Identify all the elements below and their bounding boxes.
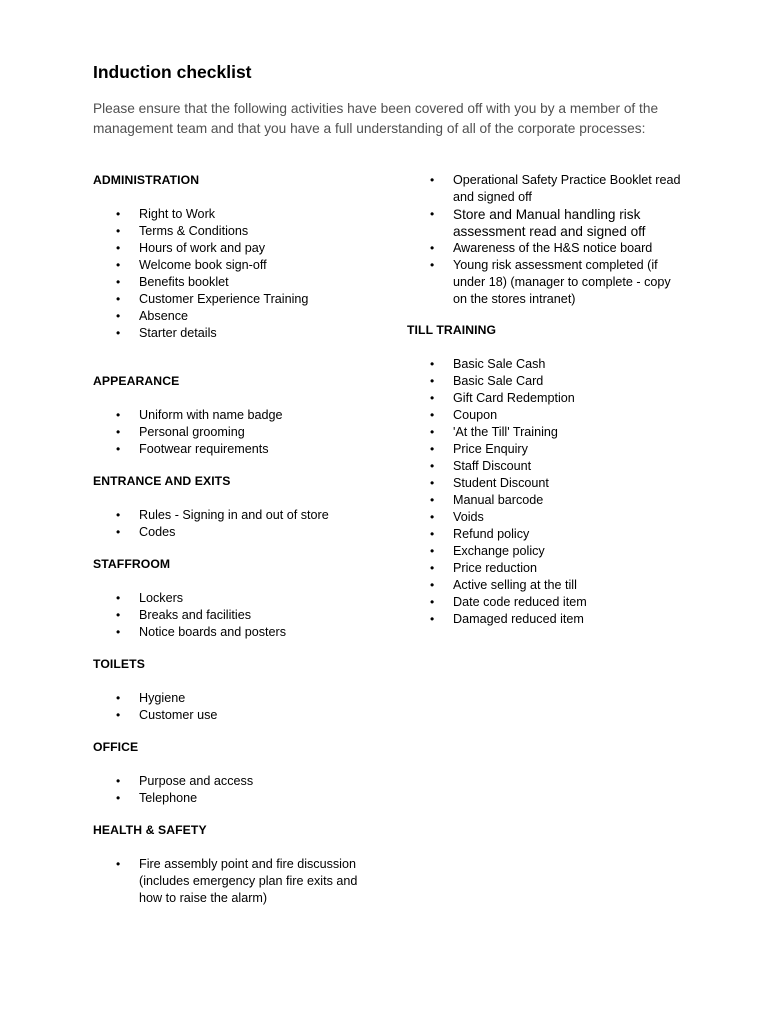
list-item: • Refund policy — [430, 527, 530, 541]
list-item: • Hygiene — [116, 691, 186, 705]
bullet-icon: • — [430, 459, 435, 473]
list-item: • Gift Card Redemption — [430, 391, 575, 405]
bullet-icon: • — [116, 791, 121, 805]
section-entrance-and-exits — [93, 473, 383, 541]
office-list — [93, 773, 383, 807]
list-item: • Manual barcode — [430, 493, 544, 507]
list-item: • Young risk assessment completed (if under 18) (manager to complete - copy on the stores intranet) — [430, 258, 671, 306]
section-heading: TOILETS — [93, 657, 145, 671]
bullet-icon: • — [116, 241, 121, 255]
bullet-icon: • — [116, 224, 121, 238]
list-item: • Active selling at the till — [430, 578, 577, 592]
appearance-list — [93, 407, 383, 458]
section-heading: TILL TRAINING — [407, 323, 497, 337]
list-item: • Right to Work — [116, 207, 216, 221]
bullet-icon: • — [116, 691, 121, 705]
list-item: • Codes — [116, 525, 176, 539]
list-item: • Benefits booklet — [116, 275, 229, 289]
list-item: • Price reduction — [430, 561, 537, 575]
list-item: • Student Discount — [430, 476, 549, 490]
list-item: • Exchange policy — [430, 544, 545, 558]
list-item: • Store and Manual handling risk assessment read and signed off — [430, 207, 646, 239]
bullet-icon: • — [430, 527, 435, 541]
bullet-icon: • — [430, 544, 435, 558]
bullet-icon: • — [430, 173, 435, 187]
bullet-icon: • — [116, 309, 121, 323]
list-item: • Telephone — [116, 791, 198, 805]
list-item: • Price Enquiry — [430, 442, 528, 456]
section-heading: HEALTH & SAFETY — [93, 823, 207, 837]
bullet-icon: • — [430, 258, 435, 272]
bullet-icon: • — [430, 425, 435, 439]
list-item: • Damaged reduced item — [430, 612, 584, 626]
bullet-icon: • — [430, 578, 435, 592]
bullet-icon: • — [116, 326, 121, 340]
list-item: • Absence — [116, 309, 189, 323]
section-health-safety-continued — [407, 172, 682, 308]
list-item: • Coupon — [430, 408, 498, 422]
section-till-training — [407, 322, 682, 628]
bullet-icon: • — [116, 442, 121, 456]
section-heading: ADMINISTRATION — [93, 173, 200, 187]
intro-paragraph: Please ensure that the following activities have been covered off with you by a member of the management team and that you have a full understanding of all of the corporate processes: — [93, 101, 659, 136]
section-appearance — [93, 373, 383, 458]
section-health-and-safety — [93, 822, 368, 907]
list-item: • Basic Sale Card — [430, 374, 544, 388]
bullet-icon: • — [116, 425, 121, 439]
health-safety-list — [93, 856, 368, 907]
bullet-icon: • — [430, 391, 435, 405]
bullet-icon: • — [430, 357, 435, 371]
staffroom-list — [93, 590, 383, 641]
bullet-icon: • — [116, 207, 121, 221]
list-item: • Starter details — [116, 326, 217, 340]
section-heading: ENTRANCE AND EXITS — [93, 474, 231, 488]
bullet-icon: • — [430, 595, 435, 609]
list-item: • Date code reduced item — [430, 595, 587, 609]
toilets-list — [93, 690, 383, 724]
list-item: • 'At the Till' Training — [430, 425, 558, 439]
bullet-icon: • — [430, 612, 435, 626]
list-item: • Staff Discount — [430, 459, 532, 473]
list-item: • Terms & Conditions — [116, 224, 249, 238]
list-item: • Purpose and access — [116, 774, 254, 788]
bullet-icon: • — [116, 774, 121, 788]
list-item: • Awareness of the H&S notice board — [430, 241, 653, 255]
list-item: • Hours of work and pay — [116, 241, 265, 255]
bullet-icon: • — [116, 508, 121, 522]
list-item: • Customer Experience Training — [116, 292, 309, 306]
page-title: Induction checklist — [93, 62, 252, 82]
bullet-icon: • — [430, 476, 435, 490]
bullet-icon: • — [430, 408, 435, 422]
bullet-icon: • — [430, 493, 435, 507]
bullet-icon: • — [116, 275, 121, 289]
bullet-icon: • — [430, 207, 435, 221]
bullet-icon: • — [430, 442, 435, 456]
list-item: • Footwear requirements — [116, 442, 269, 456]
till-training-list — [407, 356, 682, 628]
bullet-icon: • — [116, 625, 121, 639]
section-toilets — [93, 656, 383, 724]
list-item: • Lockers — [116, 591, 184, 605]
section-office — [93, 739, 383, 807]
bullet-icon: • — [116, 292, 121, 306]
bullet-icon: • — [116, 608, 121, 622]
list-item: • Basic Sale Cash — [430, 357, 546, 371]
list-item: • Operational Safety Practice Booklet read and signed off — [430, 173, 681, 204]
list-item: • Uniform with name badge — [116, 408, 283, 422]
section-administration — [93, 172, 383, 342]
list-item: • Notice boards and posters — [116, 625, 287, 639]
section-staffroom — [93, 556, 383, 641]
administration-list — [93, 206, 383, 342]
bullet-icon: • — [116, 591, 121, 605]
health-safety-continued-list — [407, 172, 682, 308]
bullet-icon: • — [116, 708, 121, 722]
list-item: • Rules - Signing in and out of store — [116, 508, 329, 522]
bullet-icon: • — [430, 510, 435, 524]
bullet-icon: • — [116, 525, 121, 539]
bullet-icon: • — [430, 241, 435, 255]
bullet-icon: • — [430, 561, 435, 575]
list-item: • Welcome book sign-off — [116, 258, 267, 272]
entrance-list — [93, 507, 383, 541]
bullet-icon: • — [116, 408, 121, 422]
section-heading: STAFFROOM — [93, 557, 171, 571]
bullet-icon: • — [116, 258, 121, 272]
list-item: • Personal grooming — [116, 425, 245, 439]
list-item: • Breaks and facilities — [116, 608, 251, 622]
section-heading: OFFICE — [93, 740, 139, 754]
bullet-icon: • — [430, 374, 435, 388]
list-item: • Customer use — [116, 708, 218, 722]
list-item: • Fire assembly point and fire discussion (includes emergency plan fire exits and how to raise the alarm) — [116, 857, 358, 905]
section-heading: APPEARANCE — [93, 374, 180, 388]
bullet-icon: • — [116, 857, 121, 871]
list-item: • Voids — [430, 510, 484, 524]
